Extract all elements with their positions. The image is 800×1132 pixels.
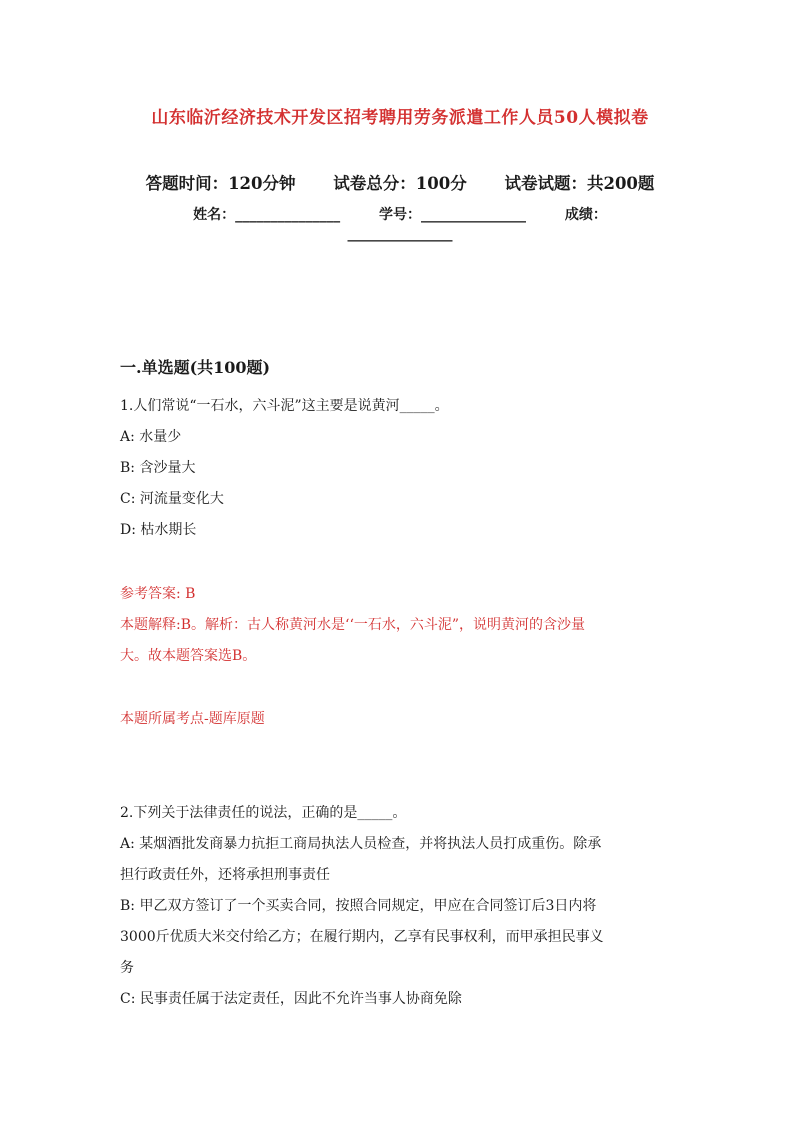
answer-block-1 xyxy=(120,579,690,672)
section-title: 一.单选题(共100题) xyxy=(120,358,271,377)
student-info xyxy=(0,204,800,224)
answer-time: 答题时间：120分钟 xyxy=(145,174,296,193)
option-b: B: 含沙量大 xyxy=(120,460,196,476)
grade-blank: _______________ xyxy=(347,226,453,242)
explanation-line-1: 本题解释:B。解析：古人称黄河水是‘‘一石水，六斗泥”，说明黄河的含沙量 xyxy=(120,617,586,633)
exam-title: 山东临沂经济技术开发区招考聘用劳务派遣工作人员50人模拟卷 xyxy=(151,108,649,128)
option-c: C: 河流量变化大 xyxy=(120,491,224,507)
total-score: 试卷总分：100分 xyxy=(333,174,467,193)
option-b-line-3: 务 xyxy=(120,960,134,976)
option-a-line-2: 担行政责任外，还将承担刑事责任 xyxy=(120,867,330,883)
option-b-line-1: B: 甲乙双方签订了一个买卖合同，按照合同规定，甲应在合同签订后3日内将 xyxy=(120,898,597,914)
source-note xyxy=(120,704,690,735)
exam-meta xyxy=(0,170,800,194)
question-stem: 1.人们常说“一石水，六斗泥”这主要是说黄河_____。 xyxy=(120,398,449,414)
option-a: A: 水量少 xyxy=(120,429,182,445)
question-2 xyxy=(120,798,690,1015)
question-count: 试卷试题：共200题 xyxy=(504,174,655,193)
question-stem: 2.下列关于法律责任的说法，正确的是_____。 xyxy=(120,805,407,821)
question-1 xyxy=(120,391,690,546)
question-source: 本题所属考点-题库原题 xyxy=(120,711,265,727)
option-d: D: 枯水期长 xyxy=(120,522,197,538)
option-a-line-1: A: 某烟酒批发商暴力抗拒工商局执法人员检查，并将执法人员打成重伤。除承 xyxy=(120,836,602,852)
section-single-choice xyxy=(120,352,690,383)
grade-field: 成绩： xyxy=(564,207,607,223)
name-field: 姓名：_______________ xyxy=(193,207,341,223)
option-b-line-2: 3000斤优质大米交付给乙方；在履行期内，乙享有民事权利，而甲承担民事义 xyxy=(120,929,604,945)
explanation-line-2: 大。故本题答案选B。 xyxy=(120,648,257,664)
id-field: 学号：_______________ xyxy=(379,207,526,223)
reference-answer: 参考答案: B xyxy=(120,586,196,602)
option-c: C: 民事责任属于法定责任，因此不允许当事人协商免除 xyxy=(120,991,462,1007)
